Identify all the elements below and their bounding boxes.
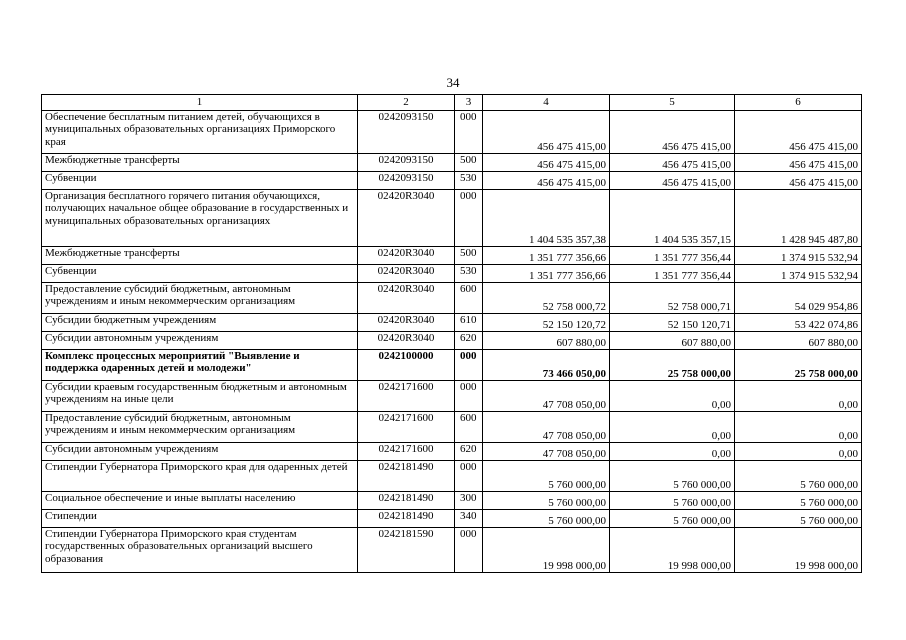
table-row (42, 510, 862, 528)
row-amount-col4-cell: 47 708 050,00 (483, 381, 610, 412)
column-header: 4 (483, 95, 610, 111)
row-amount-col4-cell: 456 475 415,00 (483, 154, 610, 172)
row-amount-col5-cell: 0,00 (610, 381, 735, 412)
row-name-cell: Субсидии автономным учреждениям (42, 443, 358, 461)
page-number: 34 (446, 75, 460, 90)
row-name-cell: Субсидии бюджетным учреждениям (42, 314, 358, 332)
row-expense-type-cell: 530 (455, 265, 483, 283)
table-row (42, 172, 862, 190)
row-expense-type-cell: 500 (455, 154, 483, 172)
row-amount-col4-cell: 5 760 000,00 (483, 510, 610, 528)
row-amount-col5-cell: 1 404 535 357,15 (610, 190, 735, 247)
row-code-cell: 0242171600 (358, 412, 455, 443)
column-header: 1 (42, 95, 358, 111)
column-header: 2 (358, 95, 455, 111)
row-amount-col6-cell: 456 475 415,00 (735, 154, 862, 172)
row-expense-type-cell: 610 (455, 314, 483, 332)
header-row (42, 95, 862, 111)
row-amount-col6-cell: 607 880,00 (735, 332, 862, 350)
row-code-cell: 0242181490 (358, 492, 455, 510)
row-name-cell: Организация бесплатного горячего питания обучающихся, получающих начальное общее образование в государственных и муниципальных образовательных организациях (42, 190, 358, 247)
row-code-cell: 0242171600 (358, 443, 455, 461)
row-name-cell: Субсидии автономным учреждениям (42, 332, 358, 350)
row-code-cell: 0242093150 (358, 111, 455, 154)
row-amount-col4-cell: 52 150 120,72 (483, 314, 610, 332)
row-code-cell: 0242093150 (358, 154, 455, 172)
row-amount-col6-cell: 1 374 915 532,94 (735, 265, 862, 283)
row-expense-type-cell: 500 (455, 247, 483, 265)
row-expense-type-cell: 600 (455, 412, 483, 443)
table-row (42, 412, 862, 443)
column-header: 5 (610, 95, 735, 111)
row-amount-col5-cell: 456 475 415,00 (610, 154, 735, 172)
row-expense-type-cell: 600 (455, 283, 483, 314)
row-expense-type-cell: 000 (455, 190, 483, 247)
row-amount-col4-cell: 5 760 000,00 (483, 492, 610, 510)
row-code-cell: 02420R3040 (358, 332, 455, 350)
row-amount-col6-cell: 0,00 (735, 412, 862, 443)
row-name-cell: Комплекс процессных мероприятий "Выявление и поддержка одаренных детей и молодежи" (42, 350, 358, 381)
row-amount-col4-cell: 1 351 777 356,66 (483, 265, 610, 283)
row-amount-col5-cell: 19 998 000,00 (610, 528, 735, 573)
table-row (42, 265, 862, 283)
row-amount-col5-cell: 5 760 000,00 (610, 510, 735, 528)
table-row (42, 381, 862, 412)
row-amount-col5-cell: 456 475 415,00 (610, 111, 735, 154)
row-amount-col5-cell: 0,00 (610, 412, 735, 443)
row-amount-col5-cell: 5 760 000,00 (610, 461, 735, 492)
row-expense-type-cell: 300 (455, 492, 483, 510)
row-name-cell: Субсидии краевым государственным бюджетным и автономным учреждениям на иные цели (42, 381, 358, 412)
row-amount-col5-cell: 52 758 000,71 (610, 283, 735, 314)
column-header: 6 (735, 95, 862, 111)
row-amount-col6-cell: 54 029 954,86 (735, 283, 862, 314)
budget-table-body (42, 95, 862, 573)
row-amount-col6-cell: 5 760 000,00 (735, 492, 862, 510)
row-code-cell: 02420R3040 (358, 283, 455, 314)
row-expense-type-cell: 620 (455, 332, 483, 350)
budget-table (41, 94, 862, 573)
table-row (42, 492, 862, 510)
row-code-cell: 02420R3040 (358, 247, 455, 265)
row-code-cell: 0242181490 (358, 461, 455, 492)
table-row (42, 528, 862, 573)
row-code-cell: 0242181590 (358, 528, 455, 573)
row-amount-col4-cell: 47 708 050,00 (483, 443, 610, 461)
row-expense-type-cell: 340 (455, 510, 483, 528)
table-row (42, 443, 862, 461)
row-amount-col5-cell: 0,00 (610, 443, 735, 461)
table-row (42, 154, 862, 172)
row-amount-col4-cell: 19 998 000,00 (483, 528, 610, 573)
row-expense-type-cell: 000 (455, 111, 483, 154)
table-row (42, 350, 862, 381)
table-row (42, 283, 862, 314)
row-amount-col4-cell: 1 351 777 356,66 (483, 247, 610, 265)
row-amount-col4-cell: 5 760 000,00 (483, 461, 610, 492)
row-amount-col5-cell: 52 150 120,71 (610, 314, 735, 332)
table-row (42, 190, 862, 247)
row-amount-col6-cell: 456 475 415,00 (735, 172, 862, 190)
row-amount-col5-cell: 1 351 777 356,44 (610, 265, 735, 283)
table-row (42, 461, 862, 492)
row-expense-type-cell: 000 (455, 461, 483, 492)
row-amount-col6-cell: 1 428 945 487,80 (735, 190, 862, 247)
row-name-cell: Стипендии Губернатора Приморского края студентам государственных образовательных организаций высшего образования (42, 528, 358, 573)
row-expense-type-cell: 000 (455, 350, 483, 381)
row-amount-col6-cell: 0,00 (735, 381, 862, 412)
row-code-cell: 0242093150 (358, 172, 455, 190)
row-expense-type-cell: 530 (455, 172, 483, 190)
row-name-cell: Межбюджетные трансферты (42, 247, 358, 265)
row-name-cell: Субвенции (42, 265, 358, 283)
row-name-cell: Предоставление субсидий бюджетным, автономным учреждениям и иным некоммерческим организациям (42, 412, 358, 443)
row-amount-col6-cell: 1 374 915 532,94 (735, 247, 862, 265)
row-code-cell: 02420R3040 (358, 265, 455, 283)
table-row (42, 314, 862, 332)
row-amount-col6-cell: 0,00 (735, 443, 862, 461)
row-amount-col5-cell: 5 760 000,00 (610, 492, 735, 510)
row-code-cell: 0242171600 (358, 381, 455, 412)
table-row (42, 247, 862, 265)
row-expense-type-cell: 000 (455, 381, 483, 412)
row-amount-col5-cell: 1 351 777 356,44 (610, 247, 735, 265)
row-amount-col4-cell: 1 404 535 357,38 (483, 190, 610, 247)
row-code-cell: 0242100000 (358, 350, 455, 381)
row-name-cell: Обеспечение бесплатным питанием детей, обучающихся в муниципальных образовательных организациях Приморского края (42, 111, 358, 154)
row-name-cell: Субвенции (42, 172, 358, 190)
row-expense-type-cell: 620 (455, 443, 483, 461)
row-amount-col4-cell: 456 475 415,00 (483, 172, 610, 190)
row-amount-col4-cell: 607 880,00 (483, 332, 610, 350)
row-amount-col4-cell: 52 758 000,72 (483, 283, 610, 314)
row-name-cell: Межбюджетные трансферты (42, 154, 358, 172)
row-name-cell: Предоставление субсидий бюджетным, автономным учреждениям и иным некоммерческим организациям (42, 283, 358, 314)
row-name-cell: Социальное обеспечение и иные выплаты населению (42, 492, 358, 510)
row-amount-col4-cell: 47 708 050,00 (483, 412, 610, 443)
row-amount-col6-cell: 456 475 415,00 (735, 111, 862, 154)
row-amount-col6-cell: 5 760 000,00 (735, 461, 862, 492)
row-amount-col4-cell: 73 466 050,00 (483, 350, 610, 381)
table-row (42, 111, 862, 154)
row-amount-col6-cell: 5 760 000,00 (735, 510, 862, 528)
row-amount-col5-cell: 607 880,00 (610, 332, 735, 350)
column-header: 3 (455, 95, 483, 111)
row-code-cell: 02420R3040 (358, 190, 455, 247)
row-name-cell: Стипендии Губернатора Приморского края для одаренных детей (42, 461, 358, 492)
row-amount-col6-cell: 53 422 074,86 (735, 314, 862, 332)
row-name-cell: Стипендии (42, 510, 358, 528)
row-code-cell: 02420R3040 (358, 314, 455, 332)
row-expense-type-cell: 000 (455, 528, 483, 573)
table-row (42, 332, 862, 350)
row-amount-col5-cell: 25 758 000,00 (610, 350, 735, 381)
row-amount-col6-cell: 25 758 000,00 (735, 350, 862, 381)
row-amount-col5-cell: 456 475 415,00 (610, 172, 735, 190)
row-amount-col6-cell: 19 998 000,00 (735, 528, 862, 573)
row-code-cell: 0242181490 (358, 510, 455, 528)
row-amount-col4-cell: 456 475 415,00 (483, 111, 610, 154)
